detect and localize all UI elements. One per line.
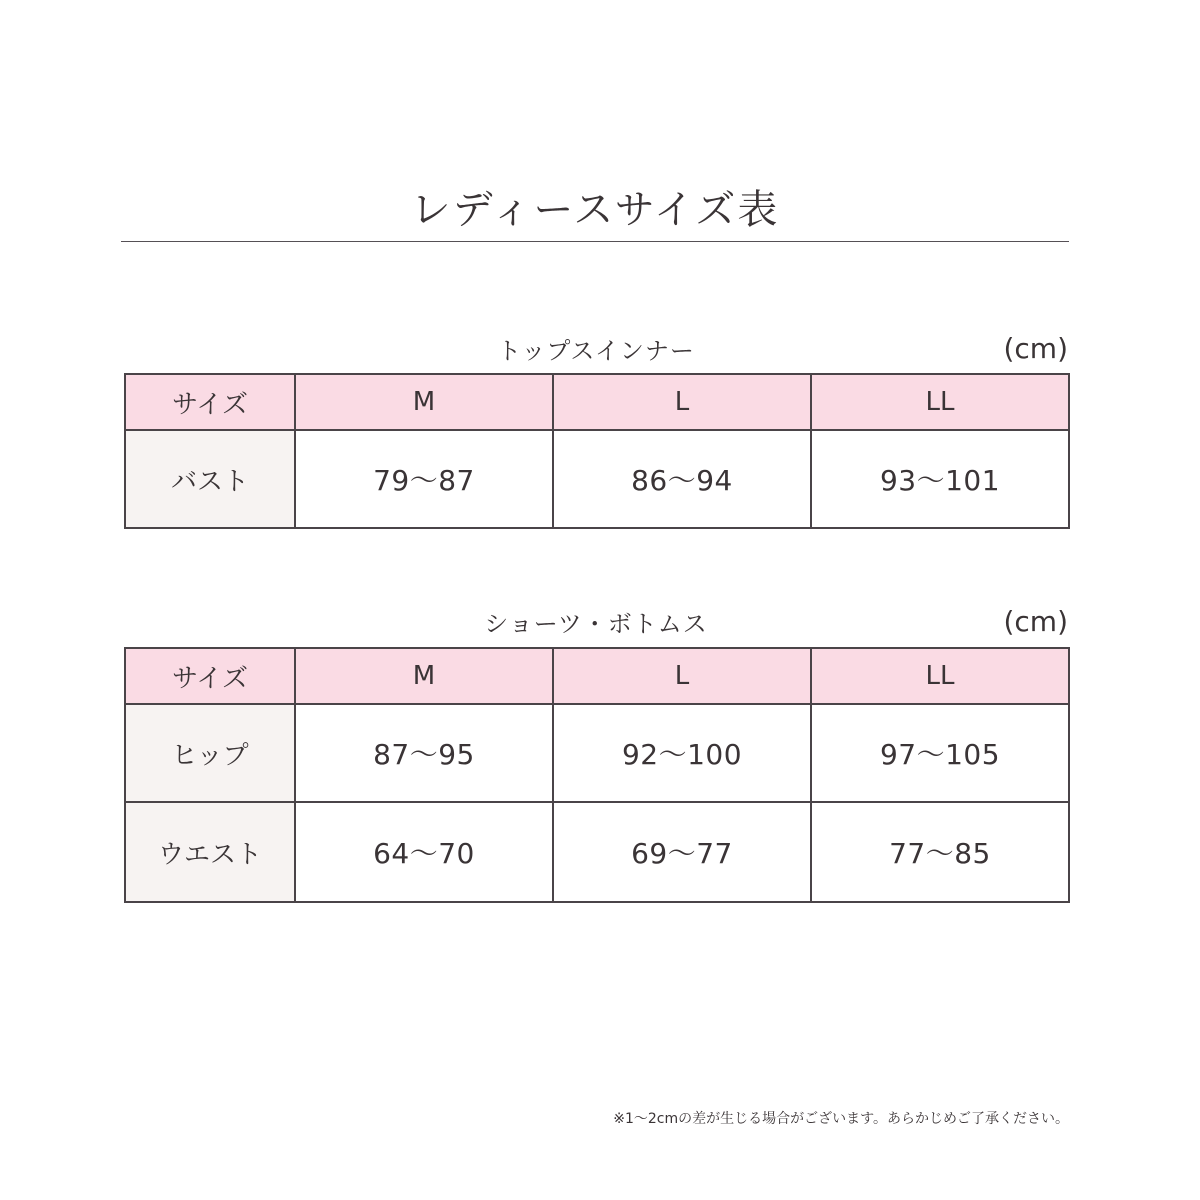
bust-l-value: 86～94 — [553, 430, 811, 528]
header-cell-size: サイズ — [125, 374, 295, 430]
table-row-hip — [125, 704, 1069, 802]
bottoms-size-table — [124, 647, 1070, 903]
hip-l-value: 92～100 — [553, 704, 811, 802]
table-header-row — [125, 648, 1069, 704]
waist-l-value: 69～77 — [553, 802, 811, 902]
table-header-row — [125, 374, 1069, 430]
waist-ll-value: 77～85 — [811, 802, 1069, 902]
header-cell-l: L — [553, 374, 811, 430]
bottoms-section-title: ショーツ・ボトムス — [484, 610, 708, 638]
header-cell-ll: LL — [811, 648, 1069, 704]
bottoms-unit-label: (cm) — [1003, 605, 1068, 638]
tops-section-title: トップスインナー — [497, 337, 695, 365]
title-divider — [121, 241, 1069, 242]
page-title: レディースサイズ表 — [410, 187, 780, 233]
tops-size-table — [124, 373, 1070, 529]
row-label-hip: ヒップ — [125, 704, 295, 802]
header-cell-size: サイズ — [125, 648, 295, 704]
row-label-waist: ウエスト — [125, 802, 295, 902]
footnote: ※1～2cmの差が生じる場合がございます。あらかじめご了承ください。 — [613, 1111, 1069, 1127]
header-cell-m: M — [295, 648, 553, 704]
table-row-waist — [125, 802, 1069, 902]
table-row-bust — [125, 430, 1069, 528]
bust-m-value: 79～87 — [295, 430, 553, 528]
header-cell-ll: LL — [811, 374, 1069, 430]
row-label-bust: バスト — [125, 430, 295, 528]
hip-ll-value: 97～105 — [811, 704, 1069, 802]
bust-ll-value: 93～101 — [811, 430, 1069, 528]
header-cell-l: L — [553, 648, 811, 704]
hip-m-value: 87～95 — [295, 704, 553, 802]
tops-unit-label: (cm) — [1003, 332, 1068, 365]
header-cell-m: M — [295, 374, 553, 430]
waist-m-value: 64～70 — [295, 802, 553, 902]
